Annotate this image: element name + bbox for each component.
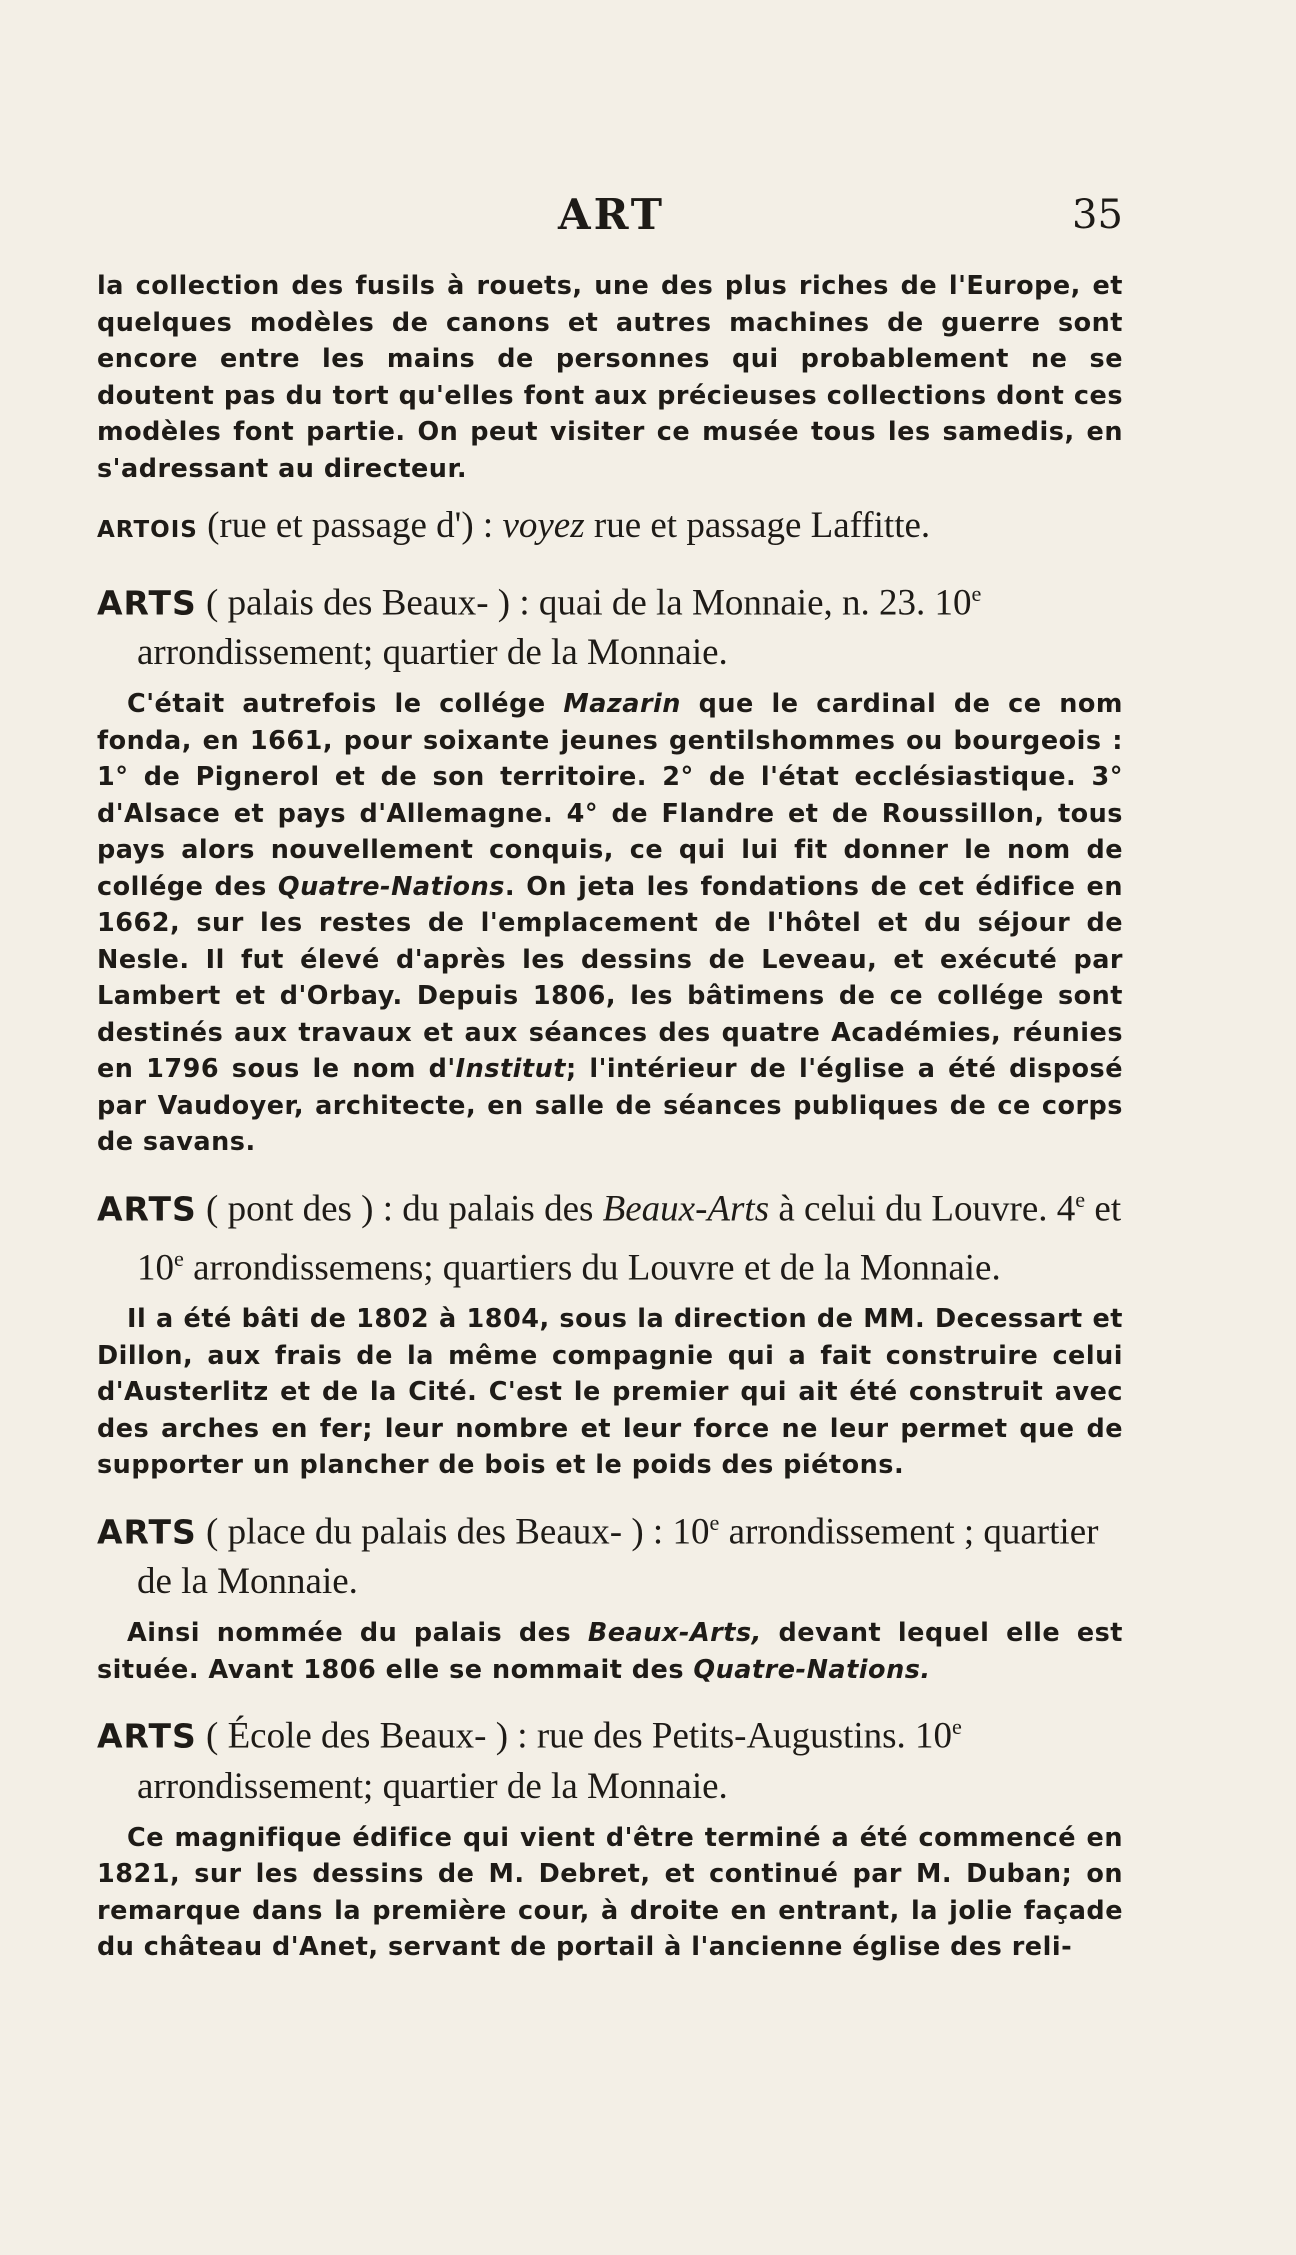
running-head: ART <box>558 190 666 239</box>
superscript: e <box>709 1509 720 1535</box>
desc-italic: Quatre-Nations. <box>693 1654 931 1685</box>
page-header <box>0 190 1296 240</box>
desc-text: que le cardinal de ce nom fonda, en 1661, pour soixante jeunes gentilshommes ou bourgeois : 1° de Pignerol et de son territoire. 2° de l'état ecclésiastique. 3° d'Alsace et pays d'Allemagne. 4° de Flandre et de Roussillon, tous pays alors nouvellement conquis, ce qui lui fit donner le nom de collége des <box>97 689 1124 902</box>
entry-text: à celui du Louvre. 4 <box>769 1188 1076 1230</box>
superscript: e <box>971 581 982 606</box>
desc-italic: Mazarin <box>563 689 681 720</box>
entry-text: arrondissement; quartier de la Monnaie. <box>137 632 728 674</box>
entry-text: ( place du palais des Beaux- ) : 10 <box>196 1511 710 1553</box>
desc-text: Ainsi nommée du palais des <box>127 1618 588 1649</box>
entry-arts-ecole <box>97 1702 1123 1811</box>
entry-artois <box>97 501 1123 555</box>
continued-paragraph: la collection des fusils à rouets, une des plus riches de l'Europe, et quelques modèles de canons et autres machines de guerre sont encore entre les mains de personnes qui probablement ne se doutent pas du tort qu'elles font aux précieuses collections dont ces modèles font partie. On peut visiter ce musée tous les samedis, en s'adressant au directeur. <box>97 271 1123 484</box>
entry-arts-palais <box>97 569 1123 678</box>
desc-text: devant lequel elle est située. Avant 1806 elle se nommait des <box>97 1618 1123 1685</box>
headword: ARTS <box>97 583 197 623</box>
desc-text: C'était autrefois le collége <box>127 689 564 720</box>
headword: ARTOIS <box>97 517 198 543</box>
page-number: 35 <box>1072 192 1123 238</box>
entry-arts-pont <box>97 1175 1123 1294</box>
entry-description: Il a été bâti de 1802 à 1804, sous la direction de MM. Decessart et Dillon, aux frais de la même compagnie qui a fait construire celui d'Austerlitz et de la Cité. C'est le premier qui ait été construit avec des arches en fer; leur nombre et leur force ne leur permet que de supporter un plancher de bois et le poids des piétons. <box>97 1304 1123 1481</box>
headword: ARTS <box>97 1716 197 1756</box>
desc-text: . On jeta les fondations de cet édifice en 1662, sur les restes de l'emplacement de l'hôtel et du séjour de Nesle. Il fut élevé d'après les dessins de Leveau, et exécuté par Lambert et d'Orbay. Depuis 1806, les bâtimens de ce collége sont destinés aux travaux et aux séances des quatre Académies, réunies en 1796 sous le nom d' <box>97 871 1123 1085</box>
entry-text: (rue et passage d') : <box>197 505 503 546</box>
entry-text: ( palais des Beaux- ) : quai de la Monnaie, n. 23. 10 <box>196 582 972 624</box>
entry-text: arrondissement; quartier de la Monnaie. <box>137 1765 728 1807</box>
superscript: e <box>952 1714 962 1740</box>
entry-text: ( pont des ) : du palais des <box>196 1188 603 1230</box>
entry-italic: Beaux-Arts <box>602 1188 770 1230</box>
superscript: e <box>174 1246 184 1272</box>
page-body <box>97 268 1123 1966</box>
entry-description <box>97 1615 1123 1688</box>
entry-text: et 10 <box>137 1188 1122 1289</box>
entry-text: ( École des Beaux- ) : rue des Petits-Augustins. 10 <box>196 1715 953 1757</box>
headword: ARTS <box>97 1189 197 1229</box>
desc-italic: Institut <box>455 1054 566 1085</box>
desc-text: ; l'intérieur de l'église a été disposé par Vaudoyer, architecte, en salle de séances publiques de ce corps de savans. <box>97 1054 1123 1158</box>
entry-description: Ce magnifique édifice qui vient d'être terminé a été commencé en 1821, sur les dessins de M. Debret, et continué par M. Duban; on remarque dans la première cour, à droite en entrant, la jolie façade du château d'Anet, servant de portail à l'ancienne église des reli- <box>97 1822 1123 1963</box>
entry-italic: voyez <box>502 505 585 546</box>
entry-text: arrondissement ; quartier de la Monnaie. <box>137 1511 1099 1603</box>
desc-italic: Beaux-Arts, <box>587 1618 762 1649</box>
entry-text: rue et passage Laffitte. <box>584 505 931 546</box>
headword: ARTS <box>97 1512 197 1552</box>
entry-arts-place <box>97 1498 1123 1607</box>
desc-italic: Quatre-Nations <box>277 871 505 902</box>
superscript: e <box>1075 1186 1086 1212</box>
entry-text: arrondissemens; quartiers du Louvre et de la Monnaie. <box>183 1247 1001 1289</box>
entry-description <box>97 686 1123 1161</box>
